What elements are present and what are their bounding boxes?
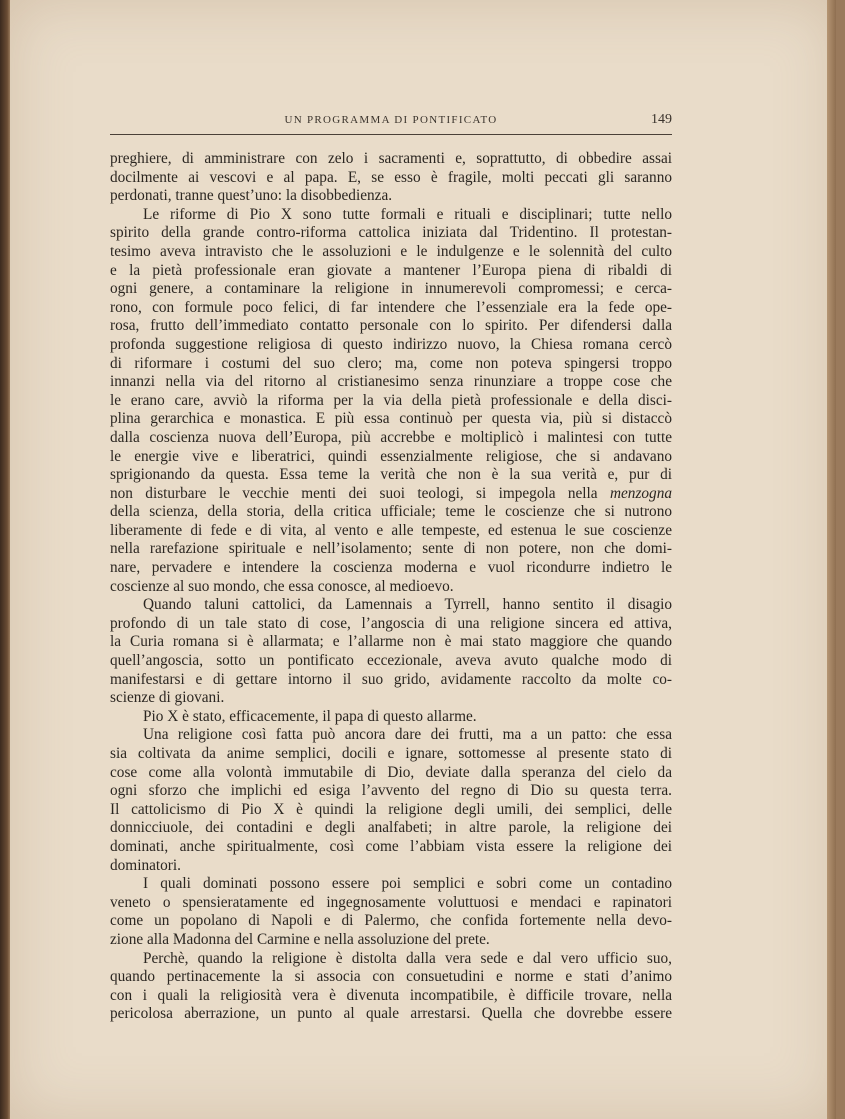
text-line: profonda suggestione religiosa di questo indirizzo nuovo, la Chiesa romana cercò	[110, 335, 672, 353]
text-line: Il cattolicismo di Pio X è quindi la religione degli umili, dei semplici, delle	[110, 800, 672, 818]
text-line: dalla coscienza nuova dell’Europa, più accrebbe e moltiplicò i malintesi con tutte	[110, 428, 672, 446]
text-line: quell’angoscia, sotto un pontificato eccezionale, aveva avuto qualche modo di	[110, 652, 672, 670]
text-line: zione alla Madonna del Carmine e nella assoluzione del prete.	[110, 930, 490, 948]
text-line: I quali dominati possono essere poi semplici e sobri come un contadino	[143, 875, 672, 893]
text-line: quando pertinacemente la si associa con consuetudini e norme e stati d’animo	[110, 968, 672, 986]
text-line: plina gerarchica e monastica. E più essa continuò per questa via, più si distaccò	[110, 410, 672, 428]
text-line: Pio X è stato, efficacemente, il papa di questo allarme.	[143, 707, 477, 725]
text-line: Una religione così fatta può ancora dare dei frutti, ma a un patto: che essa	[143, 726, 672, 744]
text-line: la Curia romana si è allarmata; e l’allarme non è mai stato maggiore che quando	[110, 633, 672, 651]
page-edge	[827, 0, 836, 1119]
text-line: veneto o spensieratamente ed ingegnosamente voluttuosi e mendaci e rapinatori	[110, 893, 672, 911]
text-line: nella rarefazione spirituale e nell’isolamento; sente di non potere, non che domi-	[110, 540, 672, 558]
text-line: donnicciuole, dei contadini e degli analfabeti; in altre parole, la religione dei	[110, 819, 672, 837]
running-title: UN PROGRAMMA DI PONTIFICATO	[284, 114, 498, 126]
text-line: come un popolano di Napoli e di Palermo, che confida fortemente nella devo-	[110, 912, 672, 930]
text-line: le erano care, avviò la riforma per la via della pietà professionale e della disci-	[110, 391, 672, 409]
text-line: nare, pervadere e intendere la coscienza moderna e vuol ricondurre indietro le	[110, 559, 672, 577]
text-line: cose come alla volontà immutabile di Dio, deviate dalla speranza del cielo da	[110, 763, 672, 781]
text-line: ogni sforzo che implichi ed esiga l’avvento del regno di Dio su questa terra.	[110, 782, 672, 800]
body-text	[110, 150, 672, 1024]
text-line: non disturbare le vecchie menti dei suoi teologi, si impegola nella menzogna	[110, 484, 672, 502]
text-line: sia coltivata da anime semplici, docili e ignare, sottomesse al presente stato di	[110, 745, 672, 762]
text-line: e la pietà professionale eran giovate a mantener l’Europa piena di ribaldi di	[110, 261, 672, 279]
text-line: Perchè, quando la religione è distolta dalla vera sede e dal vero ufficio suo,	[143, 949, 672, 967]
text-line: tesimo aveva intravisto che le assoluzioni e le indulgenze e le solennità del culto	[110, 242, 672, 260]
text-line: rosa, frutto dell’immediato contatto personale con lo spirito. Per difendersi dalla	[110, 317, 672, 335]
text-line: profondo di un tale stato di cose, l’angoscia di una religione sincera ed attiva,	[110, 614, 672, 632]
text-line: rono, con formule poco felici, di far intendere che l’essenziale era la fede ope-	[110, 298, 672, 316]
text-line: docilmente ai vescovi e al papa. E, se esso è fragile, molti peccati gli saranno	[110, 168, 672, 186]
text-line: Le riforme di Pio X sono tutte formali e rituali e disciplinari; tutte nello	[143, 205, 672, 223]
page-number: 149	[651, 112, 672, 127]
text-line: di riformare i costumi del suo clero; ma, come non poteva spingersi troppo	[110, 354, 672, 372]
text-line: preghiere, di amministrare con zelo i sacramenti e, soprattutto, di obbedire assai	[110, 150, 672, 167]
text-line: coscienze al suo mondo, che essa conosce, al medioevo.	[110, 577, 454, 595]
text-line: della scienza, della storia, della critica ufficiale; teme le coscienze che si nutrono	[110, 503, 672, 521]
text-line: Quando taluni cattolici, da Lamennais a Tyrrell, hanno sentito il disagio	[143, 596, 672, 614]
text-line: dominati, anche spiritualmente, così come l’abbiam vista essere la religione dei	[110, 837, 672, 855]
text-line: con i quali la religiosità vera è divenuta incompatibile, è difficile trovare, nella	[110, 986, 672, 1004]
running-head	[110, 114, 672, 132]
text-line: scienze di giovani.	[110, 689, 225, 707]
text-line: le energie vive e liberatrici, quindi essenzialmente religiose, che si andavano	[110, 447, 672, 465]
text-line: manifestarsi e di gettare intorno il suo grido, avidamente raccolto da molte co-	[110, 670, 672, 688]
text-line: liberamente di fede e di vita, al vento e alle tempeste, ed estenua le sue coscienze	[110, 521, 672, 539]
text-line: pericolosa aberrazione, un punto al quale arrestarsi. Quella che dovrebbe essere	[110, 1005, 672, 1023]
text-line: perdonati, tranne quest’uno: la disobbedienza.	[110, 187, 393, 205]
text-line: sprigionando da questa. Essa teme la verità che non è la sua verità e, pur di	[110, 466, 672, 484]
text-line: innanzi nella via del ritorno al cristianesimo senza rinunziare a troppe cose che	[110, 373, 672, 391]
text-line: dominatori.	[110, 856, 181, 874]
header-rule	[110, 134, 672, 135]
text-line: ogni genere, a contaminare la religione in innumerevoli compromessi; e cerca-	[110, 280, 672, 298]
text-line: spirito della grande contro-riforma cattolica iniziata dal Tridentino. Il protestan-	[110, 224, 672, 242]
